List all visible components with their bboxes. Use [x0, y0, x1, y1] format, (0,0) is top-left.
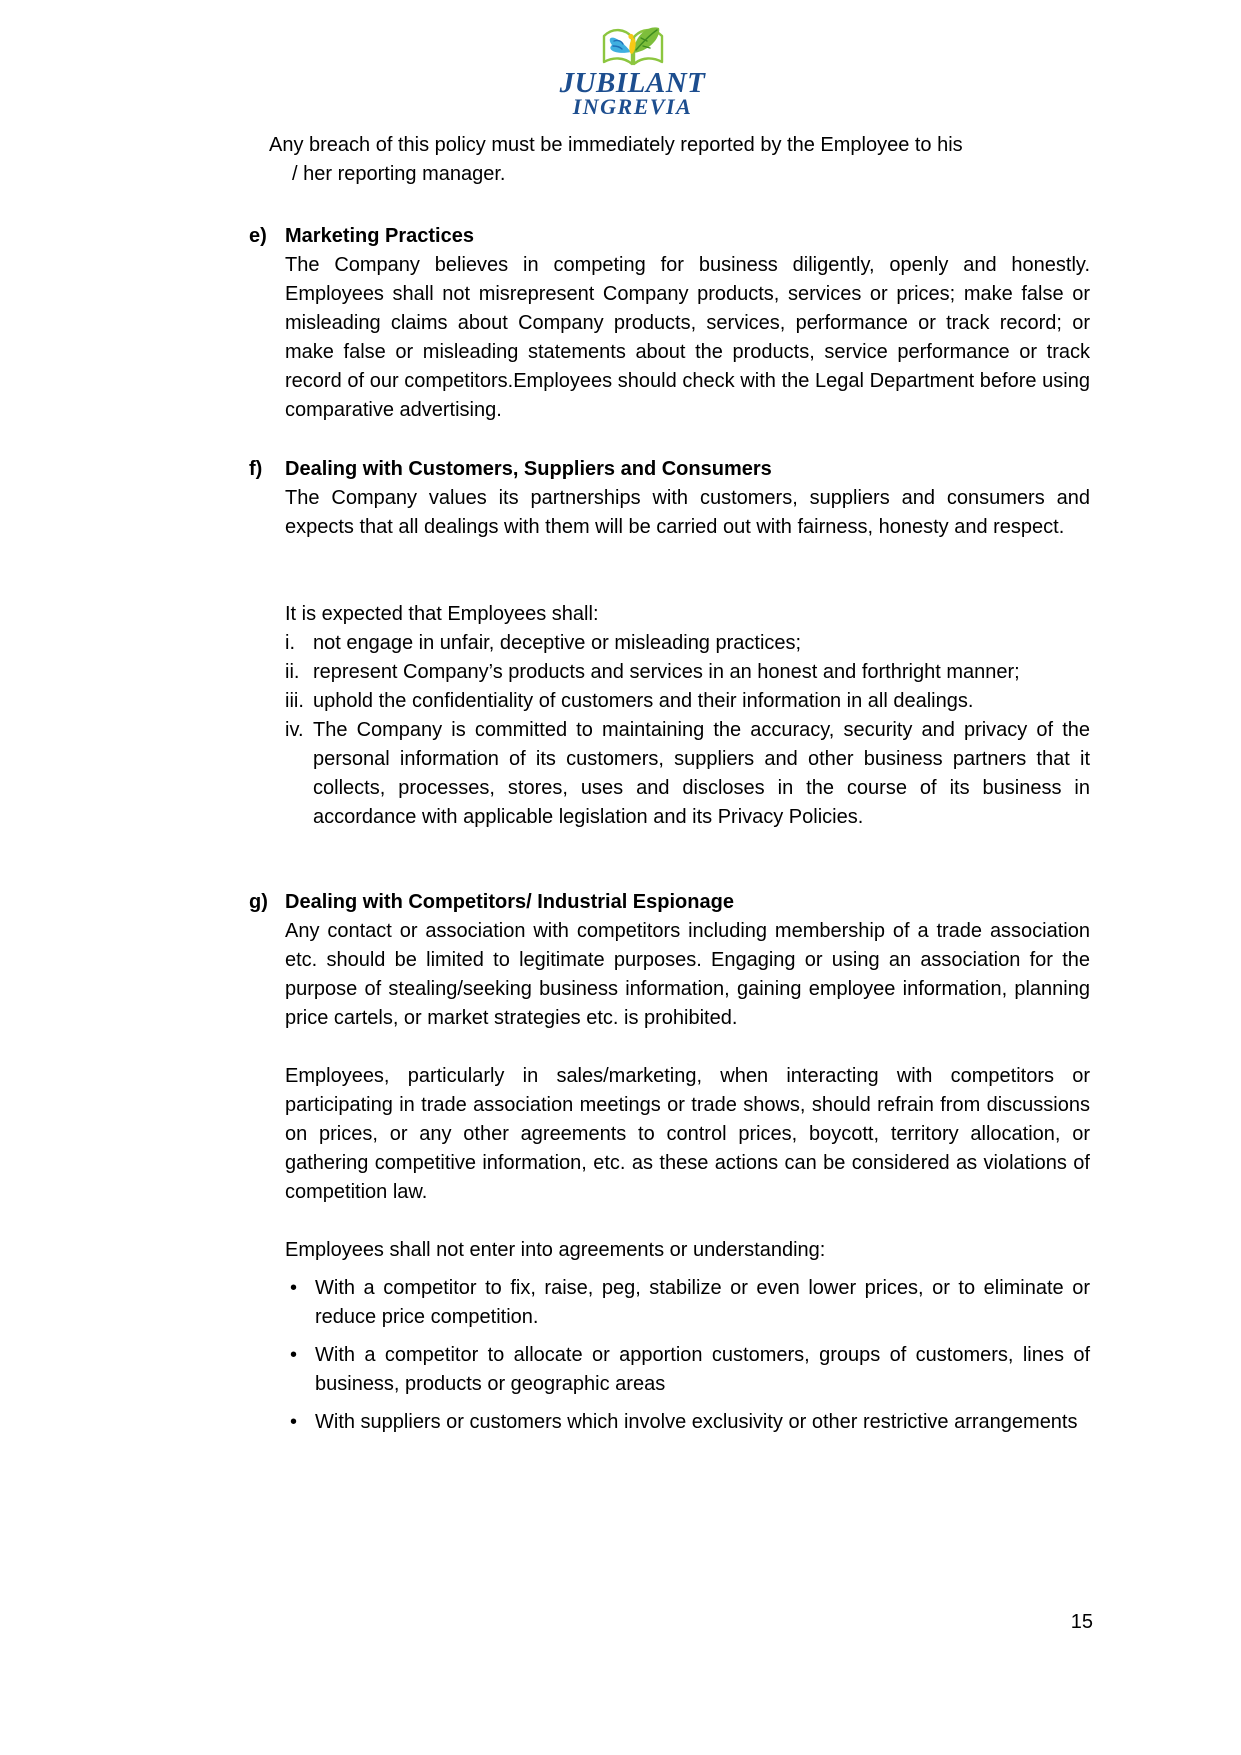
bullet-list [285, 1274, 1090, 1437]
section-paragraph: It is expected that Employees shall: [285, 603, 599, 625]
list-item-text: uphold the confidentiality of customers and their information in all dealings. [313, 690, 974, 712]
bullet-icon: • [290, 1344, 298, 1366]
section-body [285, 222, 1090, 425]
section-paragraph: Employees shall not enter into agreements or understanding: [285, 1239, 826, 1261]
section-marketing-practices [249, 222, 1090, 425]
section-label: g) [249, 891, 268, 913]
section-dealing-competitors [249, 888, 1090, 1437]
section-title: Dealing with Customers, Suppliers and Consumers [285, 458, 772, 480]
list-item-text: not engage in unfair, deceptive or misleading practices; [313, 632, 802, 654]
intro-line-1: Any breach of this policy must be immediately reported by the Employee to his [269, 134, 963, 156]
brand-name-ingrevia: INGREVIA [572, 94, 693, 119]
bullet-icon: • [290, 1411, 298, 1433]
list-item [285, 716, 1090, 832]
section-dealing-customers [249, 455, 1090, 832]
company-logo [12, 24, 1241, 117]
roman-numeral-list [285, 629, 1090, 832]
intro-paragraph [249, 131, 1090, 189]
section-body [285, 888, 1090, 1437]
section-label: e) [249, 225, 267, 247]
section-paragraph: The Company believes in competing for business diligently, openly and honestly. Employees shall not misrepresent Company products, services or prices; make false or misleading claims about Company products, services, performance or track record; or make false or misleading statements about the products, service performance or track record of our competitors.Employees should check with the Legal Department before using comparative advertising. [285, 254, 1090, 421]
list-item [285, 1341, 1090, 1399]
list-item [285, 1274, 1090, 1332]
butterfly-book-icon [601, 24, 665, 68]
document-content [249, 131, 1090, 1437]
list-item-text: represent Company’s products and services in an honest and forthright manner; [313, 661, 1020, 683]
section-paragraph: Employees, particularly in sales/marketing, when interacting with competitors or participating in trade association meetings or trade shows, should refrain from discussions on prices, or any other agreements to control prices, boycott, territory allocation, or gathering competitive information, etc. as these actions can be considered as violations of competition law. [285, 1065, 1090, 1203]
list-item [285, 629, 1090, 658]
list-marker: iv. [285, 719, 304, 741]
list-item-text: With suppliers or customers which involve exclusivity or other restrictive arrangements [315, 1411, 1078, 1433]
page-number: 15 [1070, 1611, 1093, 1633]
list-item-text: With a competitor to allocate or apportion customers, groups of customers, lines of business, products or geographic areas [315, 1344, 1090, 1395]
section-paragraph: The Company values its partnerships with customers, suppliers and consumers and expects that all dealings with them will be carried out with fairness, honesty and respect. [285, 487, 1090, 538]
list-marker: ii. [285, 661, 300, 683]
section-label: f) [249, 458, 263, 480]
bullet-icon: • [290, 1277, 298, 1299]
list-item [285, 687, 1090, 716]
brand-name-jubilant: JUBILANT [559, 67, 706, 99]
section-body [285, 455, 1090, 832]
list-item-text: With a competitor to fix, raise, peg, stabilize or even lower prices, or to eliminate or reduce price competition. [315, 1277, 1090, 1328]
intro-line-2: / her reporting manager. [292, 163, 506, 185]
section-title: Dealing with Competitors/ Industrial Espionage [285, 891, 734, 913]
section-title: Marketing Practices [285, 225, 474, 247]
list-marker: iii. [285, 690, 304, 712]
section-paragraph: Any contact or association with competitors including membership of a trade association etc. should be limited to legitimate purposes. Engaging or using an association for the purpose of stealing/seeking business information, gaining employee information, planning price cartels, or market strategies etc. is prohibited. [285, 920, 1090, 1029]
list-item [285, 658, 1090, 687]
list-marker: i. [285, 632, 295, 654]
list-item-text: The Company is committed to maintaining the accuracy, security and privacy of the personal information of its customers, suppliers and other business partners that it collects, processes, stores, uses and discloses in the course of its business in accordance with applicable legislation and its Privacy Policies. [313, 719, 1090, 828]
list-item [285, 1408, 1090, 1437]
